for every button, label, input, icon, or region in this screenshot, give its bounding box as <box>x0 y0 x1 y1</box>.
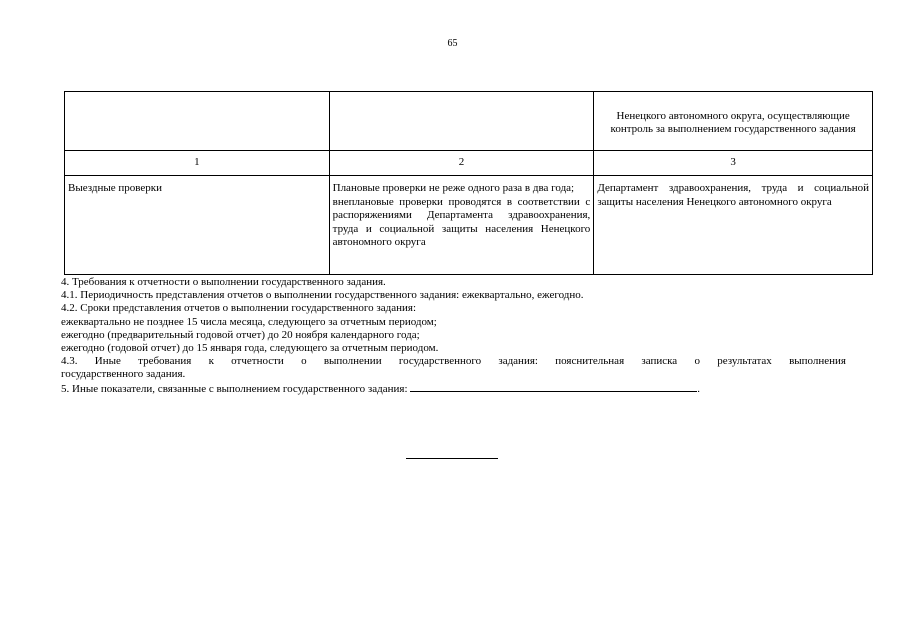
footnote-separator <box>406 458 498 459</box>
section-4-3-line-2: государственного задания. <box>61 368 186 381</box>
column-number-1: 1 <box>65 151 330 176</box>
section-4-1: 4.1. Периодичность представления отчетов о выполнении государственного задания: ежеквартально, ежегодно. <box>61 289 584 302</box>
section-4: 4. Требования к отчетности о выполнении государственного задания. <box>61 276 386 288</box>
reporting-requirements <box>61 276 846 396</box>
column-number-2: 2 <box>329 151 594 176</box>
column-number-row <box>65 151 873 176</box>
section-4-2-preliminary: ежегодно (предварительный годовой отчет) до 20 ноября календарного года; <box>61 328 420 341</box>
column-number-3: 3 <box>594 151 873 176</box>
header-cell-1 <box>65 92 330 151</box>
frequency-unplanned: внеплановые проверки проводятся в соответствии с распоряжениями Департамента здравоохранения, труда и социальной защиты населения Ненецкого автономного округа <box>332 195 591 248</box>
control-form-cell: Выездные проверки <box>65 176 330 275</box>
header-cell-3: Ненецкого автономного округа, осуществляющие контроль за выполнением государственного задания <box>594 92 873 151</box>
section-4-2-annual: ежегодно (годовой отчет) до 15 января года, следующего за отчетным периодом. <box>61 342 439 355</box>
frequency-cell <box>329 176 594 275</box>
section-5 <box>61 382 846 396</box>
control-table <box>64 91 873 275</box>
page-number: 65 <box>447 38 458 49</box>
section-4-2-quarterly: ежеквартально не позднее 15 числа месяца, следующего за отчетным периодом; <box>61 315 437 328</box>
frequency-planned: Плановые проверки не реже одного раза в два года; <box>332 182 575 194</box>
section-5-end: . <box>697 382 700 395</box>
section-4-2: 4.2. Сроки представления отчетов о выполнении государственного задания: <box>61 302 417 315</box>
table-row <box>65 176 873 275</box>
section-4-3-line-1: 4.3. Иные требования к отчетности о выполнении государственного задания: пояснительная записка о результатах выполнения <box>61 355 846 368</box>
table-header-row <box>65 92 873 151</box>
fill-in-line <box>410 382 697 392</box>
section-5-label: 5. Иные показатели, связанные с выполнением государственного задания: <box>61 382 408 395</box>
header-cell-2 <box>329 92 594 151</box>
authority-cell: Департамент здравоохранения, труда и социальной защиты населения Ненецкого автономного округа <box>594 176 873 275</box>
